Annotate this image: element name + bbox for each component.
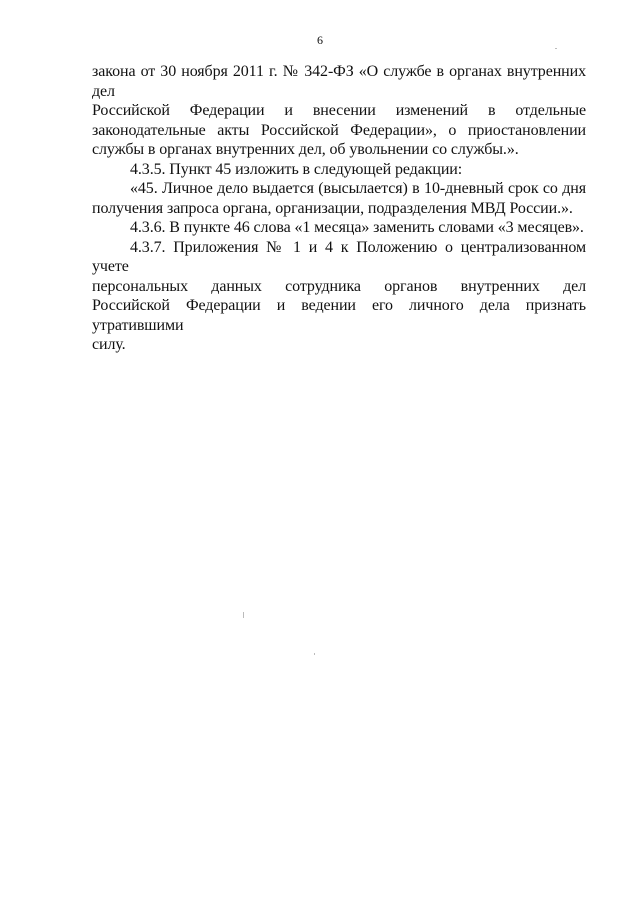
scan-speck xyxy=(314,653,315,655)
page-number: 6 xyxy=(317,33,323,47)
text-line: Российской Федерации и ведении его личного дела признать утратившими xyxy=(92,297,586,334)
text-line: персональных данных сотрудника органов внутренних дел xyxy=(92,277,586,295)
scan-speck xyxy=(243,612,244,618)
text-line: законодательные акты Российской Федерации», о приостановлении xyxy=(92,121,586,139)
document-body xyxy=(92,62,586,355)
paragraph-4-3-6 xyxy=(92,218,586,238)
paragraph-4-3-5 xyxy=(92,160,586,180)
text-line: 4.3.5. Пункт 45 изложить в следующей редакции: xyxy=(130,160,463,178)
paragraph-quote-45 xyxy=(92,179,586,218)
text-line: Российской Федерации и внесении изменений в отдельные xyxy=(92,102,586,119)
paragraph-law-reference xyxy=(92,62,586,160)
scan-speck xyxy=(555,48,557,49)
text-line: 4.3.6. В пункте 46 слова «1 месяца» заменить словами «3 месяцев». xyxy=(130,219,584,236)
paragraph-4-3-7 xyxy=(92,238,586,355)
text-line: закона от 30 ноября 2011 г. № 342-ФЗ «О службе в органах внутренних дел xyxy=(92,63,586,100)
text-line: службы в органах внутренних дел, об увольнении со службы.». xyxy=(92,141,519,158)
text-line: «45. Личное дело выдается (высылается) в 10-дневный срок со дня xyxy=(130,180,586,197)
text-line: получения запроса органа, организации, подразделения МВД России.». xyxy=(92,199,573,217)
text-line: силу. xyxy=(92,336,126,353)
text-line: 4.3.7. Приложения № 1 и 4 к Положению о централизованном учете xyxy=(92,238,586,275)
